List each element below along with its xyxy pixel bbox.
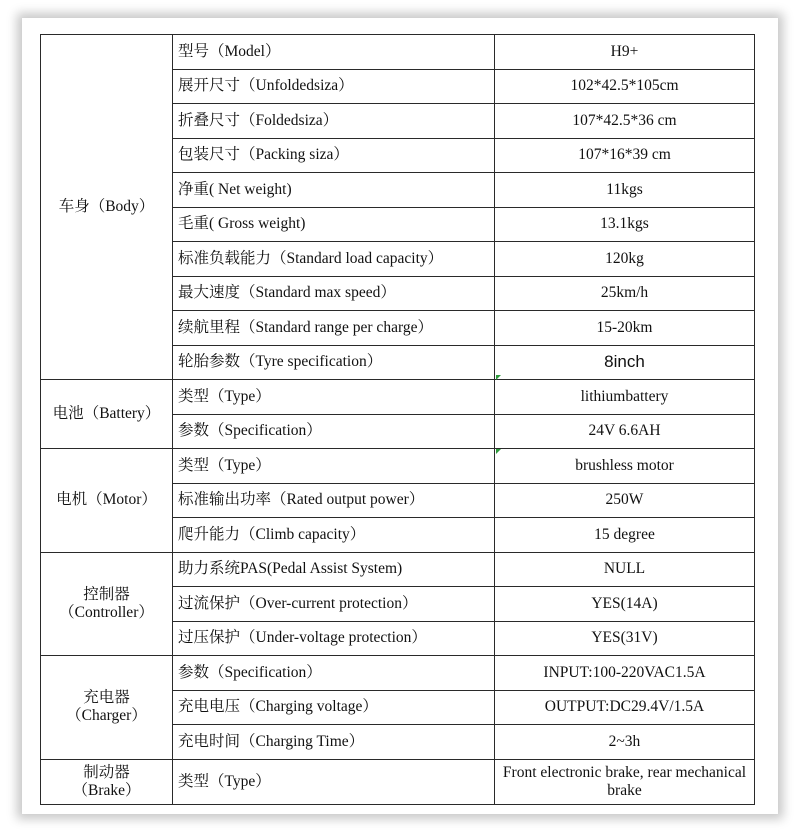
group-name-cn: 电机 — [56, 491, 88, 509]
spec-value: 25km/h — [495, 276, 755, 311]
spec-value: 13.1kgs — [495, 207, 755, 242]
spec-label: 续航里程（Standard range per charge） — [173, 311, 495, 346]
spec-value: INPUT:100-220VAC1.5A — [495, 656, 755, 691]
spec-value: 11kgs — [495, 173, 755, 208]
spec-sheet — [38, 24, 760, 808]
group-cell-body — [41, 35, 173, 380]
spec-value: 8inch — [495, 345, 755, 380]
spec-label: 参数（Specification） — [173, 656, 495, 691]
spec-value: H9+ — [495, 35, 755, 70]
spec-label: 最大速度（Standard max speed） — [173, 276, 495, 311]
group-name-en: （Charger） — [66, 707, 147, 725]
spec-label: 轮胎参数（Tyre specification） — [173, 345, 495, 380]
group-name-en: （Controller） — [59, 603, 154, 621]
table-row — [41, 759, 755, 804]
spec-label: 展开尺寸（Unfoldedsiza） — [173, 69, 495, 104]
group-name-cn: 充电器 — [83, 689, 130, 707]
spec-label: 毛重( Gross weight) — [173, 207, 495, 242]
spec-label: 类型（Type） — [173, 380, 495, 415]
table-row — [41, 449, 755, 484]
group-name-cn: 控制器 — [83, 585, 130, 603]
spec-label: 类型（Type） — [173, 449, 495, 484]
group-name-en: （Body） — [89, 198, 155, 215]
spec-label: 标准负载能力（Standard load capacity） — [173, 242, 495, 277]
spec-label: 净重( Net weight) — [173, 173, 495, 208]
table-row — [41, 35, 755, 70]
spec-value: 250W — [495, 483, 755, 518]
table-row — [41, 552, 755, 587]
spec-label: 助力系统PAS(Pedal Assist System) — [173, 552, 495, 587]
spec-value: 15 degree — [495, 518, 755, 553]
group-name-cn: 电池 — [52, 405, 84, 422]
spec-label: 爬升能力（Climb capacity） — [173, 518, 495, 553]
spec-label: 参数（Specification） — [173, 414, 495, 449]
spec-label: 标准输出功率（Rated output power） — [173, 483, 495, 518]
group-cell-brake — [41, 759, 173, 804]
group-name-en: （Motor） — [87, 491, 157, 509]
table-row — [41, 380, 755, 415]
spec-table — [40, 34, 755, 805]
spec-value: 120kg — [495, 242, 755, 277]
group-cell-charger — [41, 656, 173, 760]
group-name-cn: 制动器 — [83, 763, 130, 781]
spec-value: 107*42.5*36 cm — [495, 104, 755, 139]
cell-marker-icon — [496, 375, 501, 380]
spec-label: 类型（Type） — [173, 759, 495, 804]
spec-value: YES(14A) — [495, 587, 755, 622]
spec-value: 24V 6.6AH — [495, 414, 755, 449]
cell-marker-icon — [496, 449, 501, 454]
spec-label: 充电时间（Charging Time） — [173, 725, 495, 760]
spec-value: OUTPUT:DC29.4V/1.5A — [495, 690, 755, 725]
spec-label: 型号（Model） — [173, 35, 495, 70]
spec-label: 充电电压（Charging voltage） — [173, 690, 495, 725]
spec-label: 包装尺寸（Packing siza） — [173, 138, 495, 173]
spec-label: 折叠尺寸（Foldedsiza） — [173, 104, 495, 139]
group-cell-controller — [41, 552, 173, 656]
spec-value: 2~3h — [495, 725, 755, 760]
spec-value: brushless motor — [495, 449, 755, 484]
spec-value: 107*16*39 cm — [495, 138, 755, 173]
spec-label: 过压保护（Under-voltage protection） — [173, 621, 495, 656]
group-name-cn: 车身 — [58, 198, 90, 215]
spec-value: lithiumbattery — [495, 380, 755, 415]
group-name-en: （Brake） — [72, 781, 141, 799]
spec-value: NULL — [495, 552, 755, 587]
group-cell-battery — [41, 380, 173, 449]
spec-value: 102*42.5*105cm — [495, 69, 755, 104]
table-row — [41, 656, 755, 691]
group-name-en: （Battery） — [83, 405, 161, 422]
spec-label: 过流保护（Over-current protection） — [173, 587, 495, 622]
spec-value: 15-20km — [495, 311, 755, 346]
group-cell-motor — [41, 449, 173, 553]
spec-value: Front electronic brake, rear mechanical brake — [495, 759, 755, 804]
spec-value: YES(31V) — [495, 621, 755, 656]
